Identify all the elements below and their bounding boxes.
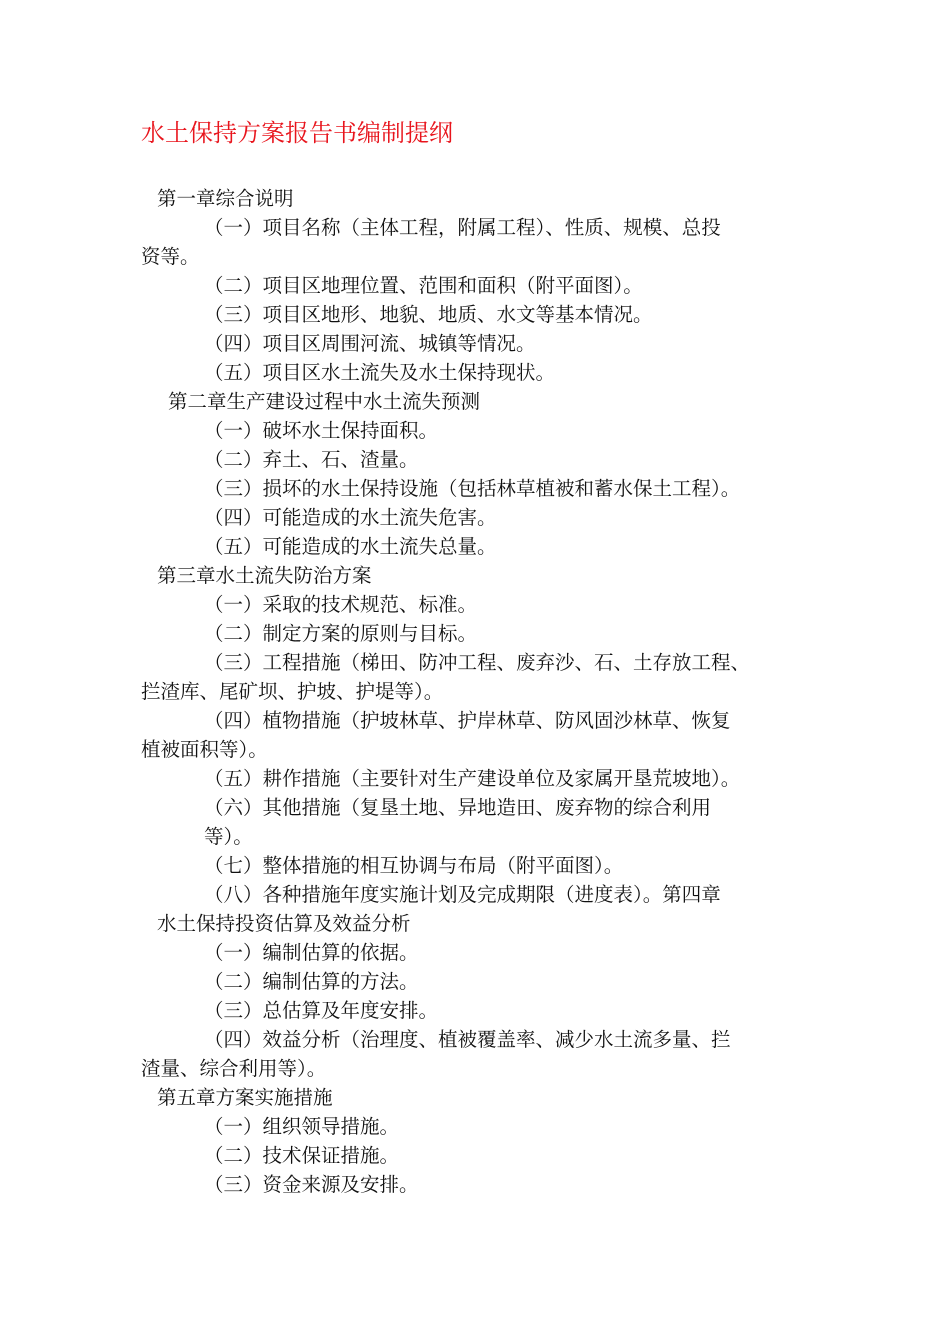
document-title: 水土保持方案报告书编制提纲 <box>141 119 453 147</box>
list-item: （四）植物措施（护坡林草、护岸林草、防风固沙林草、恢复 <box>204 709 731 732</box>
list-item: （三）项目区地形、地貌、地质、水文等基本情况。 <box>204 303 653 326</box>
list-item: （三）工程措施（梯田、防冲工程、废弃沙、石、土存放工程、 <box>204 651 751 674</box>
list-item: （一）编制估算的依据。 <box>204 941 419 964</box>
chapter-heading-continuation: 水土保持投资估算及效益分析 <box>157 912 411 935</box>
list-item: （二）编制估算的方法。 <box>204 970 419 993</box>
list-item-continuation: 植被面积等）。 <box>141 738 268 761</box>
list-item: （一）采取的技术规范、标准。 <box>204 593 478 616</box>
list-item: （四）项目区周围河流、城镇等情况。 <box>204 332 536 355</box>
list-item: （一）破坏水土保持面积。 <box>204 419 439 442</box>
list-item-continuation: 资等。 <box>141 245 200 268</box>
list-item: （五）耕作措施（主要针对生产建设单位及家属开垦荒坡地）。 <box>204 767 741 790</box>
list-item-continuation: 拦渣库、尾矿坝、护坡、护堤等）。 <box>141 680 444 703</box>
list-item: （五）可能造成的水土流失总量。 <box>204 535 497 558</box>
list-item-continuation: 渣量、综合利用等）。 <box>141 1057 327 1080</box>
list-item: （二）制定方案的原则与目标。 <box>204 622 478 645</box>
list-item: （六）其他措施（复垦土地、异地造田、废弃物的综合利用 <box>204 796 712 819</box>
list-item: （四）效益分析（治理度、植被覆盖率、减少水土流多量、拦 <box>204 1028 731 1051</box>
list-item: （二）弃土、石、渣量。 <box>204 448 419 471</box>
list-item: （七）整体措施的相互协调与布局（附平面图）。 <box>204 854 624 877</box>
list-item: （四）可能造成的水土流失危害。 <box>204 506 497 529</box>
chapter-heading: 第五章方案实施措施 <box>157 1086 333 1109</box>
list-item: （三）总估算及年度安排。 <box>204 999 439 1022</box>
list-item: （五）项目区水土流失及水土保持现状。 <box>204 361 556 384</box>
chapter-heading: 第二章生产建设过程中水土流失预测 <box>168 390 481 413</box>
list-item: （八）各种措施年度实施计划及完成期限（进度表）。第四章 <box>204 883 721 906</box>
list-item: （一）组织领导措施。 <box>204 1115 400 1138</box>
chapter-heading: 第一章综合说明 <box>157 187 294 210</box>
list-item-continuation: 等）。 <box>204 825 253 848</box>
list-item: （二）技术保证措施。 <box>204 1144 400 1167</box>
document-body <box>0 184 950 1199</box>
list-item: （一）项目名称（主体工程，附属工程）、性质、规模、总投 <box>204 216 721 239</box>
list-item: （三）损坏的水土保持设施（包括林草植被和蓄水保土工程）。 <box>204 477 741 500</box>
list-item: （三）资金来源及安排。 <box>204 1173 419 1196</box>
chapter-heading: 第三章水土流失防治方案 <box>157 564 372 587</box>
list-item: （二）项目区地理位置、范围和面积（附平面图）。 <box>204 274 643 297</box>
